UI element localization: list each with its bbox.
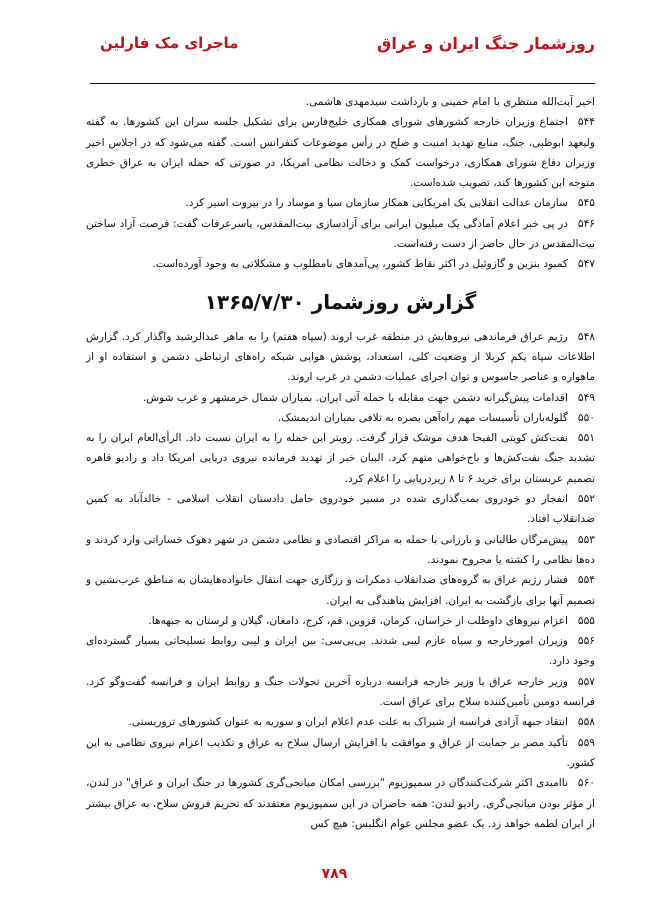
chronicle-entry — [86, 92, 595, 112]
chronicle-entry — [86, 408, 595, 428]
book-title: روزشمار جنگ ایران و عراق — [377, 34, 595, 53]
entry-text: رژیم عراق فرماندهی نیروهایش در منطقه غرب اروند (سپاه هفتم) را به ماهر عبدالرشید واگذار کرد. گزارش اطلاعات سپاه یکم کربلا از وضعیت کلی، استعداد، پوشش هوایی شبکه راه‌های ارتباطی دشمن و استفاده او از ماهواره و عناصر جاسوس و توان اجرای عملیات دشمن در غرب اروند. — [86, 330, 595, 384]
entry-number: ۵۴۴ — [577, 116, 595, 129]
chronicle-entry — [86, 773, 595, 834]
entry-text: پیش‌مرگان طالبانی و بارزانی با حمله به مراکز اقتصادی و نظامی دشمن در شهر دهوک خساراتی وارد کردند و ده‌ها نظامی را کشته یا مجروح نمودند. — [86, 533, 595, 566]
chronicle-entry — [86, 388, 595, 408]
chronicle-entry — [86, 570, 595, 611]
entry-text: انتقاد جبهه آزادی فرانسه از شیراک به علت عدم اعلام ایران و سوریه به عنوان کشورهای تروریستی. — [128, 716, 568, 729]
chronicle-entry — [86, 530, 595, 571]
page-number: ۷۸۹ — [321, 866, 348, 882]
entries-bottom — [86, 327, 595, 834]
entry-text: گلوله‌باران تأسیسات مهم راه‌آهن بصره به تلافی بمباران اندیمشک. — [277, 411, 568, 424]
entry-text: در پی خبر اعلام آمادگی یک میلیون ایرانی برای آزادسازی بیت‌المقدس، یاسرعرفات گفت: فرصت آزاد ساختن بیت‌المقدس در حال حاضر از دست رفته‌است. — [86, 217, 595, 251]
page-header — [100, 34, 595, 84]
entry-text: اقدامات پیش‌گیرانه دشمن جهت مقابله با حمله آتی ایران. بمباران شمال خرمشهر و غرب شوش. — [142, 391, 568, 404]
entry-text: سازمان عدالت انقلابی یک امریکایی همکار سازمان سیا و موساد را در بیروت اسیر کرد. — [185, 197, 568, 210]
chronicle-entry — [86, 489, 595, 530]
entry-number: ۵۵۴ — [577, 574, 595, 587]
entry-text: اعزام نیروهای داوطلب از خراسان، کرمان، قزوین، قم، کرج، دامغان، گیلان و لرستان به جبهه‌ها. — [148, 614, 568, 627]
chronicle-entry — [86, 672, 595, 713]
entry-text: انفجار دو خودروی بمب‌گذاری شده در مسیر خودروی حامل دادستان انقلاب اسلامی - خالدآباد به کمین ضدانقلاب افتاد. — [86, 493, 595, 526]
entry-number: ۵۴۶ — [577, 217, 595, 230]
entry-number: ۵۴۷ — [577, 258, 595, 271]
entry-number: ۵۴۹ — [577, 391, 595, 404]
entry-number: ۵۵۳ — [577, 533, 595, 546]
entry-text: نفت‌کش کویتی الفیحا هدف موشک قرار گرفت. رویتر این حمله را به ایران نسبت داد. الرأی‌العام ایران را به تشدید جنگ نفت‌کش‌ها و باج‌خواهی متهم کرد. البیان خبر از تهدید فرمانده نیروی دریایی امریکا داد و رادیو قاهره تصمیم عربستان برای خرید ۶ تا ۸ زیردریایی را اعلام کرد. — [86, 432, 595, 485]
volume-title: ماجرای مک فارلین — [100, 34, 239, 52]
entry-number: ۵۶۰ — [577, 777, 595, 790]
header-rule — [90, 83, 595, 84]
entry-text: فشار رژیم عراق به گروه‌های ضدانقلاب دمکرات و رزگاری جهت انتقال خانواده‌هایشان به مناطق عرب‌نشین و تصمیم آنها برای بازگشت به ایران. افزایش پناهندگی به ایران. — [86, 574, 595, 607]
chronicle-entry — [86, 631, 595, 672]
section-title: گزارش روزشمار ۱۳۶۵/۷/۳۰ — [204, 289, 477, 314]
entry-text: اجتماع وزیران خارجه کشورهای شورای همکاری خلیج‌فارس برای تشکیل جلسه سران این کشورها. به گفته ولیعهد ابوظبی، جنگ، منابع تهدید امنیت و صلح در رأس موضوعات کنفرانس است. گفته می‌شود که در اجلاس اخیر وزیران دفاع شورای همکاری، درخواست کمک و دخالت نظامی امریکا، در صورتی که حمله ایران به عراق خطری متوجه این کشورها کند، تصویب شده‌است. — [86, 116, 595, 190]
entry-number: ۵۵۰ — [577, 411, 595, 424]
chronicle-entry — [86, 112, 595, 193]
entry-text: ناامیدی اکثر شرکت‌کنندگان در سمپوزیوم "بررسی امکان میانجی‌گری کشورها در جنگ ایران و عراق" در لندن، از مؤثر بودن میانجی‌گری. رادیو لندن: همه حاضران در این سمپوزیوم معتقدند که تحریم فروش سلاح، به عراق بیشتر از ایران لطمه خواهد زد. یک عضو مجلس عوام انگلیس: هیچ کس — [86, 777, 595, 830]
entry-text: کمبود بنزین و گازوئیل در اکثر نقاط کشور، پی‌آمدهای نامطلوب و مشکلاتی به وجود آورده‌است. — [152, 258, 568, 271]
chronicle-entry — [86, 428, 595, 489]
entry-number: ۵۵۶ — [577, 635, 595, 648]
entries-top — [86, 92, 595, 275]
entry-number: ۵۵۹ — [577, 736, 595, 749]
entry-text: تأکید مصر بر حمایت از عراق و موافقت با افزایش ارسال سلاح به عراق و تکذیب اعزام نیروی نظامی به این کشور. — [86, 736, 595, 769]
entry-number: ۵۴۵ — [577, 197, 595, 210]
chronicle-entry — [86, 733, 595, 774]
entry-text: وزیران امورخارجه و سپاه عازم لیبی شدند. بی‌بی‌سی: بین ایران و لیبی روابط تسلیحاتی بسیار گسترده‌ای وجود دارد. — [86, 635, 595, 668]
entry-text: اخیر آیت‌الله منتظری با امام خمینی و بازداشت سیدمهدی هاشمی. — [305, 96, 595, 108]
page-body — [86, 92, 595, 834]
entry-number: ۵۵۲ — [577, 493, 595, 506]
chronicle-entry — [86, 712, 595, 732]
chronicle-entry — [86, 327, 595, 388]
chronicle-entry — [86, 611, 595, 631]
entry-number: ۵۵۱ — [577, 432, 595, 445]
chronicle-entry — [86, 214, 595, 255]
entry-number: ۵۵۵ — [577, 614, 595, 627]
chronicle-entry — [86, 254, 595, 274]
entry-number: ۵۵۷ — [577, 675, 595, 688]
entry-text: وزیر خارجه عراق با وزیر خارجه فرانسه درباره آخرین تحولات جنگ و روابط ایران و فرانسه گفت‌وگو کرد. فرانسه دومین تأمین‌کننده سلاح برای عراق است. — [86, 675, 595, 709]
chronicle-entry — [86, 193, 595, 213]
entry-number: ۵۴۸ — [577, 330, 595, 343]
entry-number: ۵۵۸ — [577, 716, 595, 729]
